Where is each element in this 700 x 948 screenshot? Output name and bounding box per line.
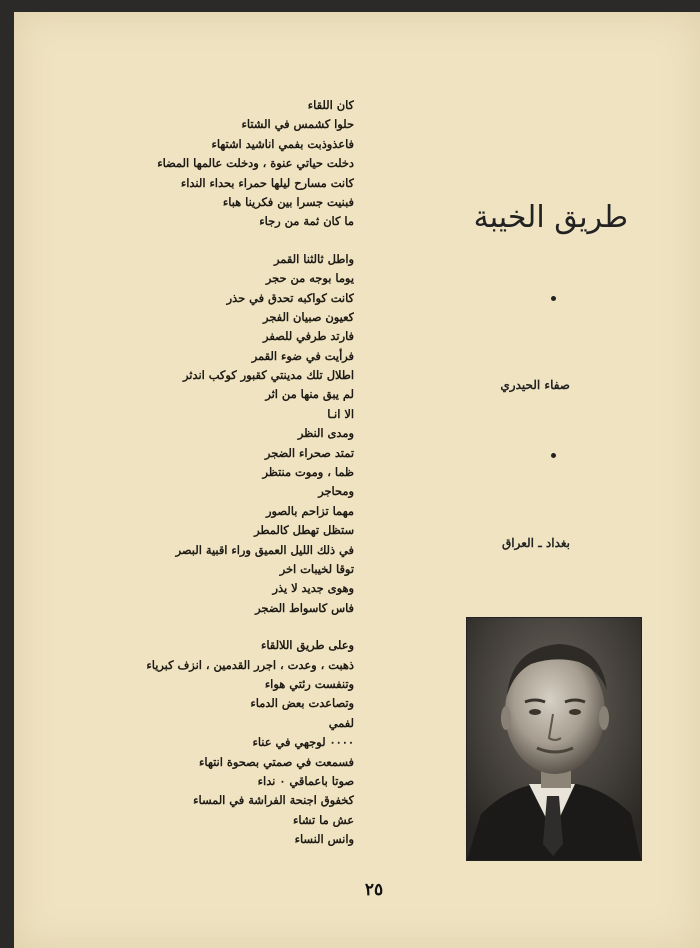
poem-line: فسمعت في صمتي بصحوة انتهاء bbox=[199, 754, 354, 769]
poem-stanza-1 bbox=[132, 96, 354, 232]
poem-body bbox=[132, 96, 354, 867]
poem-line: واطل ثالثنا القمر bbox=[273, 251, 354, 266]
poem-stanza-3 bbox=[132, 636, 354, 849]
poem-line: فبنيت جسرا بين فكرينا هباء bbox=[222, 194, 354, 209]
poem-line: عش ما تشاء bbox=[293, 812, 354, 827]
poem-line: ظما ، وموت منتظر bbox=[262, 465, 354, 480]
poem-line: فرأيت في ضوء القمر bbox=[251, 348, 354, 363]
poem-line: ومدى النظر bbox=[297, 426, 354, 441]
poem-line: ومحاجر bbox=[318, 484, 354, 499]
author-name: صفاء الحيدري bbox=[500, 378, 570, 392]
poem-line: وهوى جديد لا يذر bbox=[272, 581, 354, 596]
poem-line: كانت مسارح ليلها حمراء بحداء النداء bbox=[180, 175, 354, 190]
portrait-image bbox=[467, 618, 641, 860]
poem-line: وعلى طريق اللالقاء bbox=[260, 638, 354, 653]
poem-line: وتصاعدت بعض الدماء bbox=[250, 696, 354, 711]
page-number: ٢٥ bbox=[364, 880, 384, 900]
author-portrait bbox=[466, 617, 642, 861]
poem-line: ما كان ثمة من رجاء bbox=[259, 214, 354, 229]
poem-line: لفمي bbox=[328, 715, 354, 730]
magazine-page bbox=[14, 12, 700, 948]
poem-line: الا انـا bbox=[327, 406, 354, 421]
poem-line: وتنفست رئتي هواء bbox=[264, 676, 354, 691]
poem-line: دخلت حياتي عنوة ، ودخلت عالمها المضاء bbox=[157, 156, 354, 171]
author-location: بغداد ـ العراق bbox=[501, 536, 570, 550]
poem-line: كعيون صبيان الفجر bbox=[263, 309, 354, 324]
poem-line: كانت كواكبه تحدق في حذر bbox=[226, 290, 354, 305]
poem-line: كخفوق اجنحة الفراشة في المساء bbox=[193, 793, 354, 808]
poem-line: يوما بوجه من حجر bbox=[265, 271, 354, 286]
poem-line: صوتا باعماقي ٠ نداء bbox=[257, 773, 354, 788]
poem-line: مهما تزاحم بالصور bbox=[266, 503, 354, 518]
poem-line: كان اللقاء bbox=[307, 98, 354, 112]
poem-title: طريق الخيبة bbox=[473, 200, 628, 235]
poem-line: ستظل تهطل كالمطر bbox=[254, 523, 354, 538]
poem-line: لم يبق منها من اثر bbox=[265, 387, 354, 402]
poem-line: فاس كاسواط الضجر bbox=[255, 600, 354, 615]
poem-line: ذهبت ، وعدت ، اجرر القدمين ، انزف كبرياء bbox=[146, 657, 354, 672]
poem-line: وانس النساء bbox=[294, 832, 354, 847]
poem-line: في ذلك الليل العميق وراء اقبية البصر bbox=[175, 542, 354, 557]
poem-stanza-2 bbox=[132, 250, 354, 618]
poem-line: فارتد طرفي للصفر bbox=[263, 329, 354, 344]
poem-line: ٠٠٠٠ لوجهي في عناء bbox=[252, 735, 354, 750]
poem-line: اطلال تلك مدينتي كقبور كوكب اندثر bbox=[183, 368, 354, 383]
poem-line: حلوا كشمس في الشتاء bbox=[241, 117, 354, 132]
bullet-dot-icon bbox=[551, 296, 556, 301]
bullet-dot-icon bbox=[551, 453, 556, 458]
poem-line: فاعذوذبت بفمي اناشيد اشتهاء bbox=[211, 136, 354, 151]
poem-line: تمتد صحراء الضجر bbox=[264, 445, 354, 460]
poem-line: توقا لخيبات اخر bbox=[279, 561, 354, 576]
